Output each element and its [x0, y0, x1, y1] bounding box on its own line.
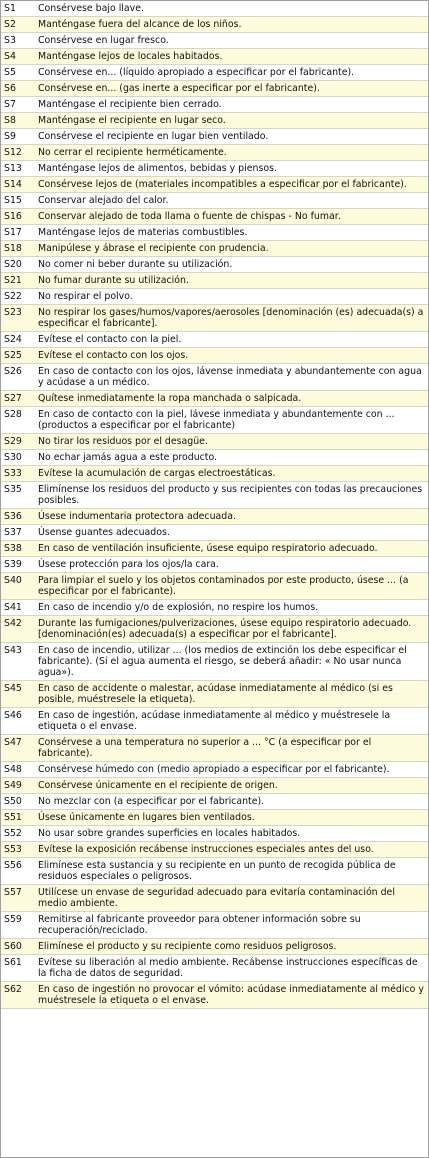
phrase-text: No usar sobre grandes superficies en locales habitados. [35, 826, 428, 842]
table-row [1, 762, 428, 778]
phrase-text: Consérvese húmedo con (medio apropiado a especificar por el fabricante). [35, 762, 428, 778]
phrase-code: S61 [1, 955, 35, 982]
table-row [1, 525, 428, 541]
table-row [1, 49, 428, 65]
phrase-code: S13 [1, 161, 35, 177]
table-row [1, 364, 428, 391]
phrase-text: Úsese únicamente en lugares bien ventilados. [35, 810, 428, 826]
phrase-code: S56 [1, 858, 35, 885]
table-row [1, 33, 428, 49]
phrase-text: Conservar alejado de toda llama o fuente de chispas - No fumar. [35, 209, 428, 225]
table-row [1, 509, 428, 525]
phrase-code: S60 [1, 939, 35, 955]
phrase-code: S27 [1, 391, 35, 407]
table-row [1, 241, 428, 257]
table-row [1, 826, 428, 842]
phrase-text: Manténgase lejos de materias combustibles. [35, 225, 428, 241]
phrase-text: Manténgase el recipiente bien cerrado. [35, 97, 428, 113]
table-row [1, 482, 428, 509]
phrase-code: S43 [1, 643, 35, 681]
phrase-code: S17 [1, 225, 35, 241]
table-row [1, 681, 428, 708]
safety-phrases-table [1, 1, 428, 1009]
table-row [1, 810, 428, 826]
phrase-code: S12 [1, 145, 35, 161]
phrase-text: Evítese la acumulación de cargas electroestáticas. [35, 466, 428, 482]
phrase-code: S38 [1, 541, 35, 557]
phrase-code: S57 [1, 885, 35, 912]
table-row [1, 643, 428, 681]
table-row [1, 858, 428, 885]
phrase-text: Elimínese el producto y su recipiente como residuos peligrosos. [35, 939, 428, 955]
table-row [1, 434, 428, 450]
phrase-code: S14 [1, 177, 35, 193]
phrase-code: S52 [1, 826, 35, 842]
phrase-code: S25 [1, 348, 35, 364]
phrase-code: S45 [1, 681, 35, 708]
phrase-code: S3 [1, 33, 35, 49]
phrase-text: En caso de incendio y/o de explosión, no respire los humos. [35, 600, 428, 616]
table-row [1, 778, 428, 794]
table-row [1, 391, 428, 407]
table-row [1, 600, 428, 616]
table-row [1, 885, 428, 912]
table-row [1, 305, 428, 332]
phrase-text: Consérvese en lugar fresco. [35, 33, 428, 49]
phrase-text: No respirar los gases/humos/vapores/aerosoles [denominación (es) adecuada(s) a especificar el fabricante]. [35, 305, 428, 332]
phrase-code: S7 [1, 97, 35, 113]
table-row [1, 65, 428, 81]
phrase-code: S29 [1, 434, 35, 450]
phrase-code: S1 [1, 1, 35, 17]
table-row [1, 407, 428, 434]
table-row [1, 794, 428, 810]
phrase-text: Consérvese en... (gas inerte a especificar por el fabricante). [35, 81, 428, 97]
phrase-code: S48 [1, 762, 35, 778]
table-row [1, 273, 428, 289]
table-row [1, 113, 428, 129]
phrase-code: S8 [1, 113, 35, 129]
table-row [1, 225, 428, 241]
phrase-text: Para limpiar el suelo y los objetos contaminados por este producto, úsese ... (a especificar por el fabricante). [35, 573, 428, 600]
phrase-code: S5 [1, 65, 35, 81]
safety-phrases-body [1, 1, 428, 1009]
phrase-code: S50 [1, 794, 35, 810]
table-row [1, 912, 428, 939]
phrase-code: S2 [1, 17, 35, 33]
phrase-code: S23 [1, 305, 35, 332]
phrase-code: S53 [1, 842, 35, 858]
phrase-text: Úsese protección para los ojos/la cara. [35, 557, 428, 573]
phrase-text: No respirar el polvo. [35, 289, 428, 305]
phrase-text: Evítese su liberación al medio ambiente. Recábense instrucciones específicas de la ficha de datos de seguridad. [35, 955, 428, 982]
table-row [1, 735, 428, 762]
table-row [1, 348, 428, 364]
phrase-text: Consérvese bajo llave. [35, 1, 428, 17]
phrase-text: En caso de contacto con los ojos, lávense inmediata y abundantemente con agua y acúdase a un médico. [35, 364, 428, 391]
phrase-text: Quítese inmediatamente la ropa manchada o salpicada. [35, 391, 428, 407]
table-row [1, 161, 428, 177]
table-row [1, 97, 428, 113]
table-row [1, 541, 428, 557]
phrase-code: S4 [1, 49, 35, 65]
phrase-text: En caso de ventilación insuficiente, úsese equipo respiratorio adecuado. [35, 541, 428, 557]
phrase-code: S15 [1, 193, 35, 209]
table-row [1, 332, 428, 348]
phrase-code: S16 [1, 209, 35, 225]
phrase-text: Consérvese únicamente en el recipiente de origen. [35, 778, 428, 794]
table-row [1, 129, 428, 145]
table-row [1, 257, 428, 273]
table-row [1, 955, 428, 982]
phrase-code: S40 [1, 573, 35, 600]
phrase-code: S9 [1, 129, 35, 145]
table-row [1, 289, 428, 305]
phrase-text: En caso de accidente o malestar, acúdase inmediatamente al médico (si es posible, muéstresele la etiqueta). [35, 681, 428, 708]
phrase-text: Consérvese en... (líquido apropiado a especificar por el fabricante). [35, 65, 428, 81]
phrase-code: S62 [1, 982, 35, 1009]
table-row [1, 982, 428, 1009]
phrase-text: Remitirse al fabricante proveedor para obtener información sobre su recuperación/reciclado. [35, 912, 428, 939]
phrase-text: No cerrar el recipiente herméticamente. [35, 145, 428, 161]
phrase-code: S20 [1, 257, 35, 273]
phrase-code: S24 [1, 332, 35, 348]
table-row [1, 466, 428, 482]
phrase-code: S39 [1, 557, 35, 573]
phrase-text: Úsese indumentaria protectora adecuada. [35, 509, 428, 525]
table-row [1, 1, 428, 17]
phrase-text: Durante las fumigaciones/pulverizaciones, úsese equipo respiratorio adecuado. [denominación(es) adecuada(s) a especificar por el fabricante]. [35, 616, 428, 643]
phrase-text: Conservar alejado del calor. [35, 193, 428, 209]
phrase-text: Evítese el contacto con los ojos. [35, 348, 428, 364]
phrase-text: No comer ni beber durante su utilización. [35, 257, 428, 273]
phrase-text: En caso de ingestión no provocar el vómito: acúdase inmediatamente al médico y muéstresele la etiqueta o el envase. [35, 982, 428, 1009]
table-row [1, 450, 428, 466]
phrase-code: S42 [1, 616, 35, 643]
table-row [1, 708, 428, 735]
phrase-text: En caso de contacto con la piel, lávese inmediata y abundantemente con ... (productos a especificar por el fabricante) [35, 407, 428, 434]
table-row [1, 145, 428, 161]
phrase-code: S35 [1, 482, 35, 509]
phrase-text: Elimínense los residuos del producto y sus recipientes con todas las precauciones posibles. [35, 482, 428, 509]
phrase-code: S46 [1, 708, 35, 735]
phrase-text: No mezclar con (a especificar por el fabricante). [35, 794, 428, 810]
phrase-code: S33 [1, 466, 35, 482]
phrase-text: Manténgase fuera del alcance de los niños. [35, 17, 428, 33]
phrase-code: S37 [1, 525, 35, 541]
table-row [1, 557, 428, 573]
phrase-code: S28 [1, 407, 35, 434]
phrase-text: Manipúlese y ábrase el recipiente con prudencia. [35, 241, 428, 257]
phrase-code: S41 [1, 600, 35, 616]
phrase-code: S59 [1, 912, 35, 939]
phrase-text: En caso de ingestión, acúdase inmediatamente al médico y muéstresele la etiqueta o el envase. [35, 708, 428, 735]
phrase-text: No tirar los residuos por el desagüe. [35, 434, 428, 450]
phrase-code: S36 [1, 509, 35, 525]
phrase-code: S47 [1, 735, 35, 762]
phrase-text: Manténgase el recipiente en lugar seco. [35, 113, 428, 129]
phrase-text: Consérvese el recipiente en lugar bien ventilado. [35, 129, 428, 145]
table-row [1, 616, 428, 643]
table-row [1, 81, 428, 97]
phrase-text: Consérvese a una temperatura no superior a ... °C (a especificar por el fabricante). [35, 735, 428, 762]
phrase-code: S49 [1, 778, 35, 794]
phrase-text: Elimínese esta sustancia y su recipiente en un punto de recogida pública de residuos especiales o peligrosos. [35, 858, 428, 885]
phrase-code: S22 [1, 289, 35, 305]
table-row [1, 17, 428, 33]
phrase-text: En caso de incendio, utilizar ... (los medios de extinción los debe especificar el fabricante). (Si el agua aumenta el riesgo, se deberá añadir: « No usar nunca agua»). [35, 643, 428, 681]
phrase-text: Manténgase lejos de locales habitados. [35, 49, 428, 65]
phrase-text: Consérvese lejos de (materiales incompatibles a especificar por el fabricante). [35, 177, 428, 193]
phrase-code: S21 [1, 273, 35, 289]
phrase-code: S51 [1, 810, 35, 826]
phrase-text: Manténgase lejos de alimentos, bebidas y piensos. [35, 161, 428, 177]
phrase-text: Úsense guantes adecuados. [35, 525, 428, 541]
table-row [1, 939, 428, 955]
phrase-text: Utilícese un envase de seguridad adecuado para evitaría contaminación del medio ambiente. [35, 885, 428, 912]
phrase-code: S26 [1, 364, 35, 391]
phrase-code: S6 [1, 81, 35, 97]
table-row [1, 193, 428, 209]
phrase-text: Evítese la exposición recábense instrucciones especiales antes del uso. [35, 842, 428, 858]
table-row [1, 842, 428, 858]
table-row [1, 177, 428, 193]
phrase-text: No echar jamás agua a este producto. [35, 450, 428, 466]
table-row [1, 209, 428, 225]
phrase-code: S18 [1, 241, 35, 257]
phrase-text: No fumar durante su utilización. [35, 273, 428, 289]
table-row [1, 573, 428, 600]
phrase-text: Evítese el contacto con la piel. [35, 332, 428, 348]
phrase-code: S30 [1, 450, 35, 466]
